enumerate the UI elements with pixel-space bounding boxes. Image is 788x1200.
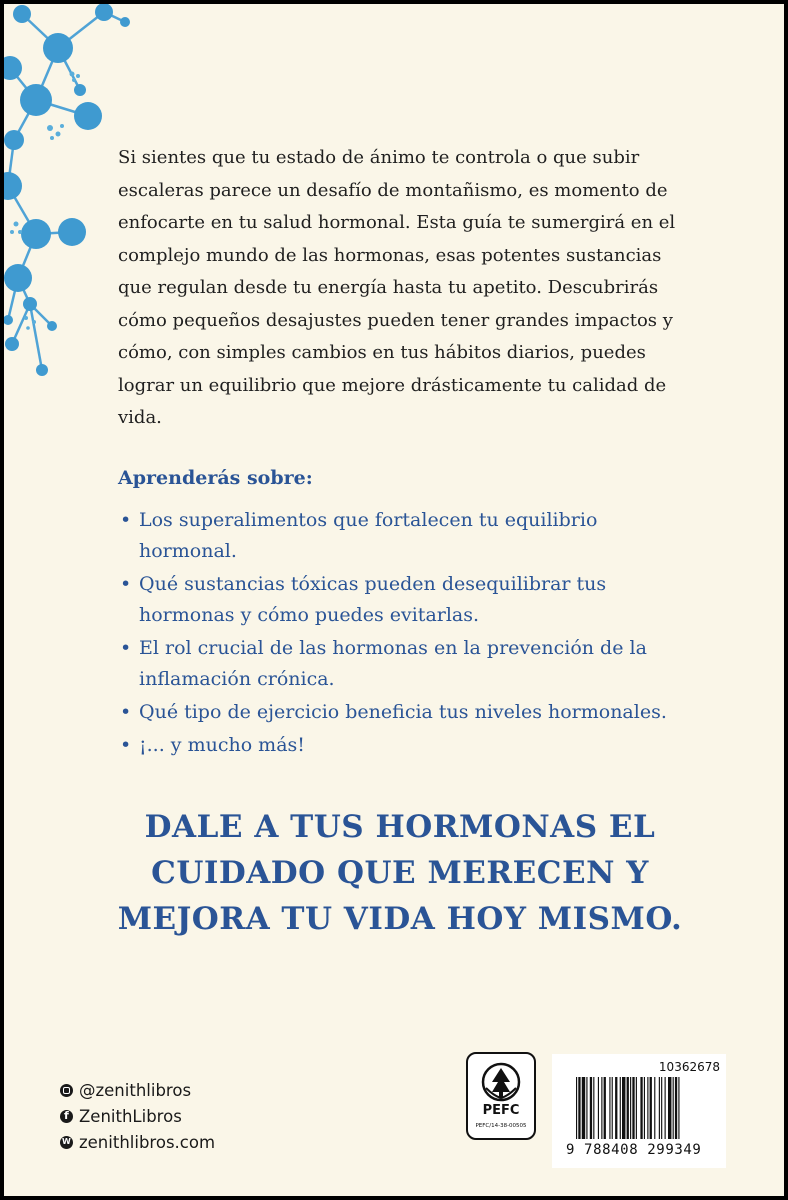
barcode-bar <box>640 1077 642 1139</box>
barcode-bar <box>665 1077 666 1139</box>
barcode-bar <box>601 1077 602 1139</box>
instagram-link[interactable] <box>60 1077 215 1103</box>
barcode-bar <box>627 1077 629 1139</box>
intro-paragraph: Si sientes que tu estado de ánimo te controla o que subir escaleras parece un desafío de montañismo, es momento de enfocarte en tu salud hormonal. Esta guía te sumergirá en el complejo mundo de las hormonas, esas potentes sustancias que regulan desde tu energía hasta tu apetito. Descubrirás cómo pequeños desajustes pueden tener grandes impactos y cómo, con simples cambios en tus hábitos diarios, puedes lograr un equilibrio que mejore drásticamente tu calidad de vida. <box>118 147 676 428</box>
learn-item-text: El rol crucial de las hormonas en la prevención de la inflamación crónica. <box>139 637 647 690</box>
barcode-bar <box>590 1077 592 1139</box>
barcode <box>576 1077 716 1143</box>
slogan-line: CUIDADO QUE MERECEN Y <box>151 855 649 891</box>
barcode-bar <box>620 1077 621 1139</box>
barcode-bar <box>661 1077 662 1139</box>
learn-item <box>118 697 698 728</box>
bullet: • <box>120 734 132 756</box>
learn-item <box>118 569 698 631</box>
barcode-bar <box>647 1077 648 1139</box>
barcode-bar <box>593 1077 594 1139</box>
learn-item-text: Los superalimentos que fortalecen tu equilibrio hormonal. <box>139 509 598 562</box>
learn-item-text: ¡... y mucho más! <box>139 734 305 756</box>
bullet: • <box>120 509 132 531</box>
barcode-digits: 9 788408 299349 <box>566 1142 702 1158</box>
learn-item <box>118 633 698 695</box>
barcode-bar <box>644 1077 645 1139</box>
learn-item <box>118 730 698 761</box>
pefc-label: PEFC <box>482 1103 520 1118</box>
web-icon <box>60 1136 73 1149</box>
barcode-bar <box>615 1077 617 1139</box>
barcode-bar <box>586 1077 587 1139</box>
pefc-tree-icon <box>480 1062 522 1102</box>
barcode-bar <box>622 1077 625 1139</box>
slogan-line: MEJORA TU VIDA HOY MISMO. <box>117 901 683 937</box>
barcode-bar <box>668 1077 671 1139</box>
barcode-block <box>552 1054 726 1168</box>
learn-list <box>118 505 698 763</box>
barcode-reference: 10362678 <box>658 1060 720 1074</box>
website-url: zenithlibros.com <box>79 1132 216 1152</box>
barcode-bar <box>650 1077 652 1139</box>
bullet: • <box>120 573 132 595</box>
barcode-bar <box>630 1077 631 1139</box>
barcode-bar <box>678 1077 679 1139</box>
barcode-bar <box>612 1077 613 1139</box>
barcode-bar <box>609 1077 610 1139</box>
instagram-handle: @zenithlibros <box>79 1080 192 1100</box>
learn-item-text: Qué tipo de ejercicio beneficia tus niveles hormonales. <box>139 701 667 723</box>
book-back-cover <box>4 4 784 1196</box>
learn-item <box>118 505 698 567</box>
barcode-bar <box>578 1077 580 1139</box>
barcode-bar <box>576 1077 577 1139</box>
slogan-line: DALE A TUS HORMONAS EL <box>144 809 656 845</box>
barcode-bar <box>675 1077 677 1139</box>
pefc-logo <box>466 1052 536 1140</box>
slogan <box>100 804 700 942</box>
website-link[interactable] <box>60 1129 215 1155</box>
barcode-bar <box>654 1077 655 1139</box>
pefc-code: PEFC/14-38-00505 <box>475 1123 527 1129</box>
barcode-bar <box>632 1077 634 1139</box>
barcode-bar <box>659 1077 660 1139</box>
barcode-bar <box>582 1077 585 1139</box>
facebook-handle: ZenithLibros <box>79 1106 182 1126</box>
social-links <box>60 1077 215 1155</box>
learn-heading: Aprenderás sobre: <box>118 467 313 489</box>
barcode-bar <box>636 1077 637 1139</box>
bullet: • <box>120 701 132 723</box>
facebook-icon <box>60 1110 73 1123</box>
barcode-bar <box>673 1077 674 1139</box>
bullet: • <box>120 637 132 659</box>
facebook-link[interactable] <box>60 1103 215 1129</box>
instagram-icon <box>60 1084 73 1097</box>
learn-item-text: Qué sustancias tóxicas pueden desequilibrar tus hormonas y cómo puedes evitarlas. <box>139 573 607 626</box>
barcode-bar <box>604 1077 606 1139</box>
barcode-bar <box>598 1077 599 1139</box>
